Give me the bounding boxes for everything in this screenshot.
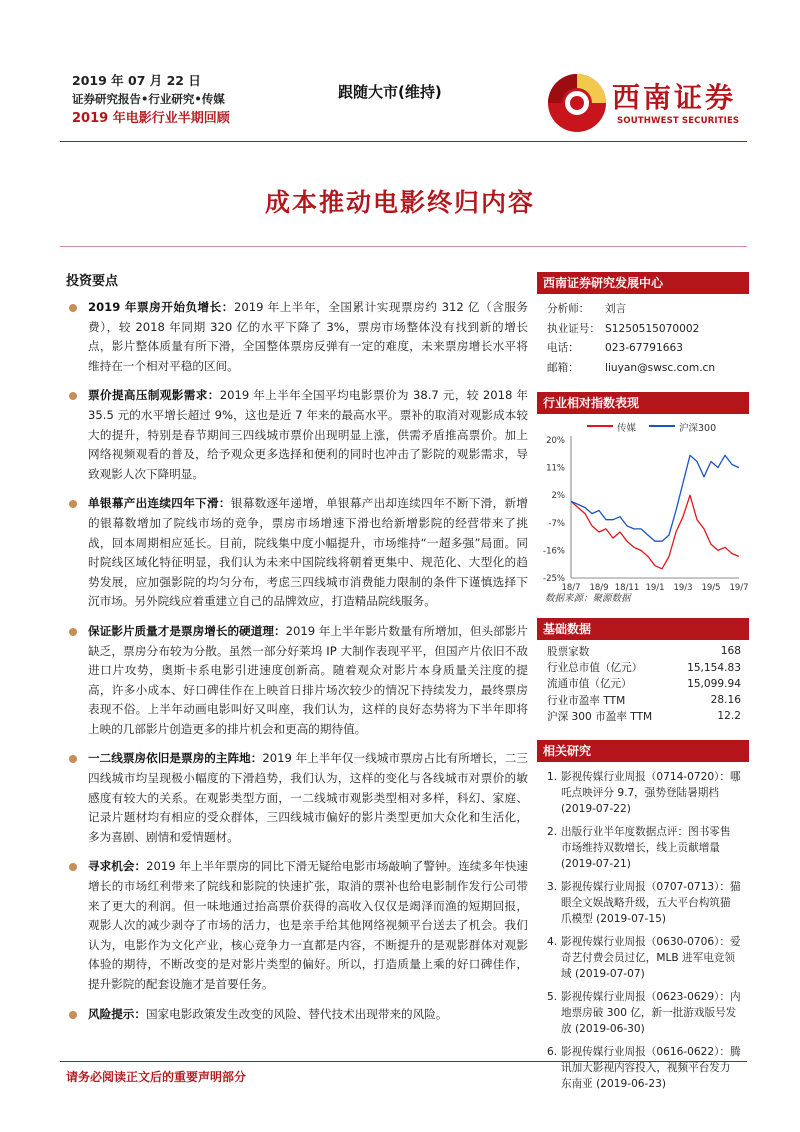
legend-label: 沪深300: [679, 423, 717, 435]
analyst-value: S1250515070002: [605, 322, 700, 335]
series-line-hs300: [571, 456, 739, 542]
related-report-item[interactable]: [547, 989, 741, 1037]
basic-data-table: [537, 643, 749, 724]
y-tick-label: 2%: [551, 491, 565, 502]
paragraph-lead: 单银幕产出连续四年下滑：: [88, 496, 231, 511]
paragraph-lead: 票价提高压制观影需求：: [88, 388, 220, 403]
basic-label: 行业总市值（亿元）: [547, 662, 643, 675]
paragraph-text: 2019 年上半年仅一线城市票房占比有所增长，二三四线城市均呈现极小幅度的下滑趋势，我们认为，这样的变化与各线城市对票价的敏感度有较大的关系。在观影类型方面，一二线城市观影类型相对多样，科幻、家庭、记录片题材均有相应的受众群体，三四线城市偏好的影片类型更加大众化和生活化，多为喜剧、剧情和爱情题材。: [88, 751, 528, 844]
analyst-label: 执业证号：: [547, 322, 600, 335]
report-number: 3.: [547, 881, 558, 894]
bullet-icon: [69, 755, 77, 763]
analyst-label: 电话：: [547, 342, 579, 355]
analyst-info: [537, 294, 749, 378]
highlight-paragraph: [66, 386, 528, 484]
basic-label: 沪深 300 市盈率 TTM: [547, 710, 653, 723]
analyst-label: 邮箱：: [547, 361, 579, 374]
analyst-row: [547, 320, 749, 340]
basic-data-row: [537, 676, 749, 692]
relative-index-chart: [537, 414, 749, 596]
basic-label: 股票家数: [547, 645, 590, 658]
basic-value: 15,154.83: [687, 661, 741, 674]
basic-data-row: [537, 643, 749, 659]
report-number: 1.: [547, 771, 558, 784]
bullet-icon: [69, 304, 77, 312]
y-tick-label: -16%: [543, 546, 565, 557]
basic-data-row: [537, 708, 749, 724]
bullet-icon: [69, 500, 77, 508]
chart-plot: [537, 414, 749, 596]
paragraph-lead: 2019 年票房开始负增长：: [88, 300, 234, 314]
x-tick-label: 19/3: [673, 583, 693, 594]
paragraph-text: 2019 年上半年影片数量有所增加，但头部影片缺乏，票房分布较为分散。虽然一部分好莱坞 IP 大制作表现平平，但国产片依旧不敌进口片攻势，奥斯卡系电影引进速度创新高。随着观众对影片本身质量关注度的提高，许多小成本、好口碑佳作在上映首日排片场次较少的情况下持续发力，最终票房表现不俗。上半年动画电影叫好又叫座，我们认为，这样的良好态势将为下半年即将上映的几部影片创造更多的排片机会和更高的期待值。: [88, 623, 528, 736]
bullet-icon: [69, 392, 77, 400]
report-subtitle: 2019 年电影行业半期回顾: [72, 111, 230, 126]
bullet-icon: [69, 628, 77, 636]
rating: 跟随大市(维持): [338, 83, 442, 101]
basic-data-header: 基础数据: [537, 618, 749, 640]
company-logo: [546, 70, 746, 134]
paragraph-lead: 一二线票房依旧是票房的主阵地：: [88, 751, 263, 766]
y-tick-label: -25%: [543, 574, 565, 585]
logo-english: SOUTHWEST SECURITIES: [617, 116, 740, 126]
logo-mark-icon: [546, 72, 608, 134]
paragraph-text: 银幕数逐年递增，单银幕产出却连续四年不断下滑，新增的银幕数增加了院线市场的竞争，票房市场增速下滑也给新增影院的经营带来了挑战，回本周期相应延长。目前，院线集中度小幅提升，市场维持“一超多强”局面。同时院线区域化特征明显，我们认为未来中国院线将朝着更集中、规范化、大型化的趋势发展，应加强影院的均匀分布，考虑三四线城市消费能力限制的条件下谨慎选择下沉市场。另外院线应着重建立自己的品牌效应，打造精品院线服务。: [88, 496, 528, 609]
paragraph-text: 2019 年上半年，全国累计实现票房约 312 亿（含服务费），较 2018 年同期 320 亿的水平下降了 3%，票房市场整体没有找到新的增长点，影片整体质量有所下滑，全国整体票房反弹有一定的难度，未来票房增长水平将维持在一个相对平稳的区间。: [88, 300, 528, 373]
highlight-paragraph: [66, 494, 528, 612]
y-tick-label: 11%: [546, 463, 565, 474]
x-tick-label: 18/11: [614, 583, 640, 594]
footer-disclaimer: 请务必阅读正文后的重要声明部分: [66, 1070, 247, 1084]
report-number: 2.: [547, 826, 558, 839]
paragraph-lead: 保证影片质量才是票房增长的硬道理：: [88, 623, 286, 638]
basic-data-row: [537, 660, 749, 676]
bullet-icon: [69, 863, 77, 871]
x-tick-label: 18/7: [561, 583, 581, 594]
report-text: 影视传媒行业周报（0616-0622）：腾讯加大影视内容投入，视频平台发力东南亚 (2019-06-23): [561, 1046, 741, 1091]
legend-label: 传媒: [617, 423, 637, 435]
related-report-item[interactable]: [547, 934, 741, 982]
paragraph-lead: 风险提示：: [88, 1006, 146, 1021]
footer-divider: [60, 1061, 747, 1062]
header-divider: [60, 141, 747, 142]
related-reports: [537, 762, 749, 1092]
basic-value: 12.2: [717, 710, 741, 723]
related-report-item[interactable]: [547, 824, 741, 872]
analyst-row: [547, 300, 749, 320]
analyst-label: 分析师：: [547, 303, 590, 315]
chart-header: 行业相对指数表现: [537, 392, 749, 414]
basic-value: 168: [720, 645, 741, 658]
analyst-row: [547, 339, 749, 359]
report-meta: [72, 72, 230, 130]
basic-value: 15,099.94: [687, 677, 741, 690]
investment-highlights: [66, 270, 528, 1034]
page-title: 成本推动电影终归内容: [264, 188, 535, 217]
x-tick-label: 19/5: [701, 583, 721, 594]
report-text: 影视传媒行业周报（0630-0706）：爱奇艺付费会员过亿，MLB 进军电竞领域 (2019-07-07): [561, 936, 741, 981]
sidebar: [537, 272, 749, 1099]
institute-header: 西南证券研究发展中心: [537, 272, 749, 294]
report-number: 4.: [547, 936, 558, 949]
analyst-value[interactable]: liuyan@swsc.com.cn: [605, 361, 716, 374]
paragraph-text: 2019 年上半年全国平均电影票价为 38.7 元，较 2018 年 35.5 元的水平增长超过 9%，这也是近 7 年来的最高水平。票补的取消对观影成本较大的提升，特别是春节期间三四线城市票价出现明显上涨，供需矛盾推高票价。加上网络视频观看的普及，给予观众更多选择和便利的同时也冲击了影院的观影需求，导致观影人次下降明显。: [88, 388, 528, 481]
chart-source: 数据来源：聚源数据: [545, 593, 631, 605]
x-tick-label: 18/9: [589, 583, 609, 594]
paragraph-lead: 寻求机会：: [88, 859, 147, 874]
bullet-icon: [69, 1011, 77, 1019]
analyst-row: [547, 359, 749, 379]
paragraph-text: 2019 年上半年票房的同比下滑无疑给电影市场敲响了警钟。连续多年快速增长的市场红利带来了院线和影院的快速扩张，取消的票补也给电影制作发行公司带来了更大的利润。但一味地通过抬高票价获得的高收入仅仅是竭泽而渔的短期回报，观影人次的减少剥夺了市场的活力，也是亲手给其他网络视频平台送去了机会。我们认为，电影作为文化产业，核心竞争力一直都是内容，不断提升的是观影群体对观影体验的期待，不断改变的是对影片类型的偏好。所以，打造质量上乘的好口碑佳作，提升影院的配套设施才是首要任务。: [88, 859, 528, 991]
paragraph-text: 国家电影政策发生改变的风险、替代技术出现带来的风险。: [145, 1006, 448, 1021]
related-header: 相关研究: [537, 740, 749, 762]
title-divider: [60, 246, 747, 247]
y-tick-label: 20%: [546, 436, 565, 447]
highlight-paragraph: [66, 298, 528, 376]
report-text: 影视传媒行业周报（0714-0720）：哪吒点映评分 9.7，强势登陆暑期档 (2019-07-22): [561, 771, 741, 816]
report-text: 出版行业半年度数据点评：图书零售市场维持双数增长，线上贡献增量 (2019-07-21): [561, 826, 731, 871]
x-tick-label: 19/7: [729, 583, 749, 594]
report-date: 2019 年 07 月 22 日: [72, 73, 201, 88]
analyst-value: 刘言: [605, 303, 627, 315]
logo-chinese: 西南证券: [612, 81, 737, 114]
basic-data-row: [537, 692, 749, 708]
report-number: 5.: [547, 991, 558, 1004]
y-tick-label: -7%: [548, 519, 565, 530]
related-report-item[interactable]: [547, 879, 741, 927]
x-tick-label: 19/1: [645, 583, 665, 594]
analyst-value: 023-67791663: [605, 342, 683, 355]
section-heading: 投资要点: [66, 274, 119, 289]
series-line-media: [571, 496, 739, 570]
related-report-item[interactable]: [547, 769, 741, 817]
highlight-paragraph: [66, 622, 528, 740]
highlight-paragraph: [66, 1005, 528, 1025]
related-report-item[interactable]: [547, 1044, 741, 1092]
report-type: 证券研究报告•行业研究•传媒: [72, 92, 225, 106]
basic-value: 28.16: [710, 694, 741, 707]
report-text: 影视传媒行业周报（0623-0629）：内地票房破 300 亿，新一批游戏版号发放 (2019-06-30): [561, 991, 741, 1036]
report-text: 影视传媒行业周报（0707-0713）：猫眼全文娱战略升级，五大平台构筑猫爪模型 (2019-07-15): [561, 881, 741, 926]
report-number: 6.: [547, 1046, 558, 1059]
basic-label: 流通市值（亿元）: [547, 678, 632, 691]
highlight-paragraph: [66, 749, 528, 847]
basic-label: 行业市盈率 TTM: [547, 694, 626, 707]
highlight-paragraph: [66, 857, 528, 994]
